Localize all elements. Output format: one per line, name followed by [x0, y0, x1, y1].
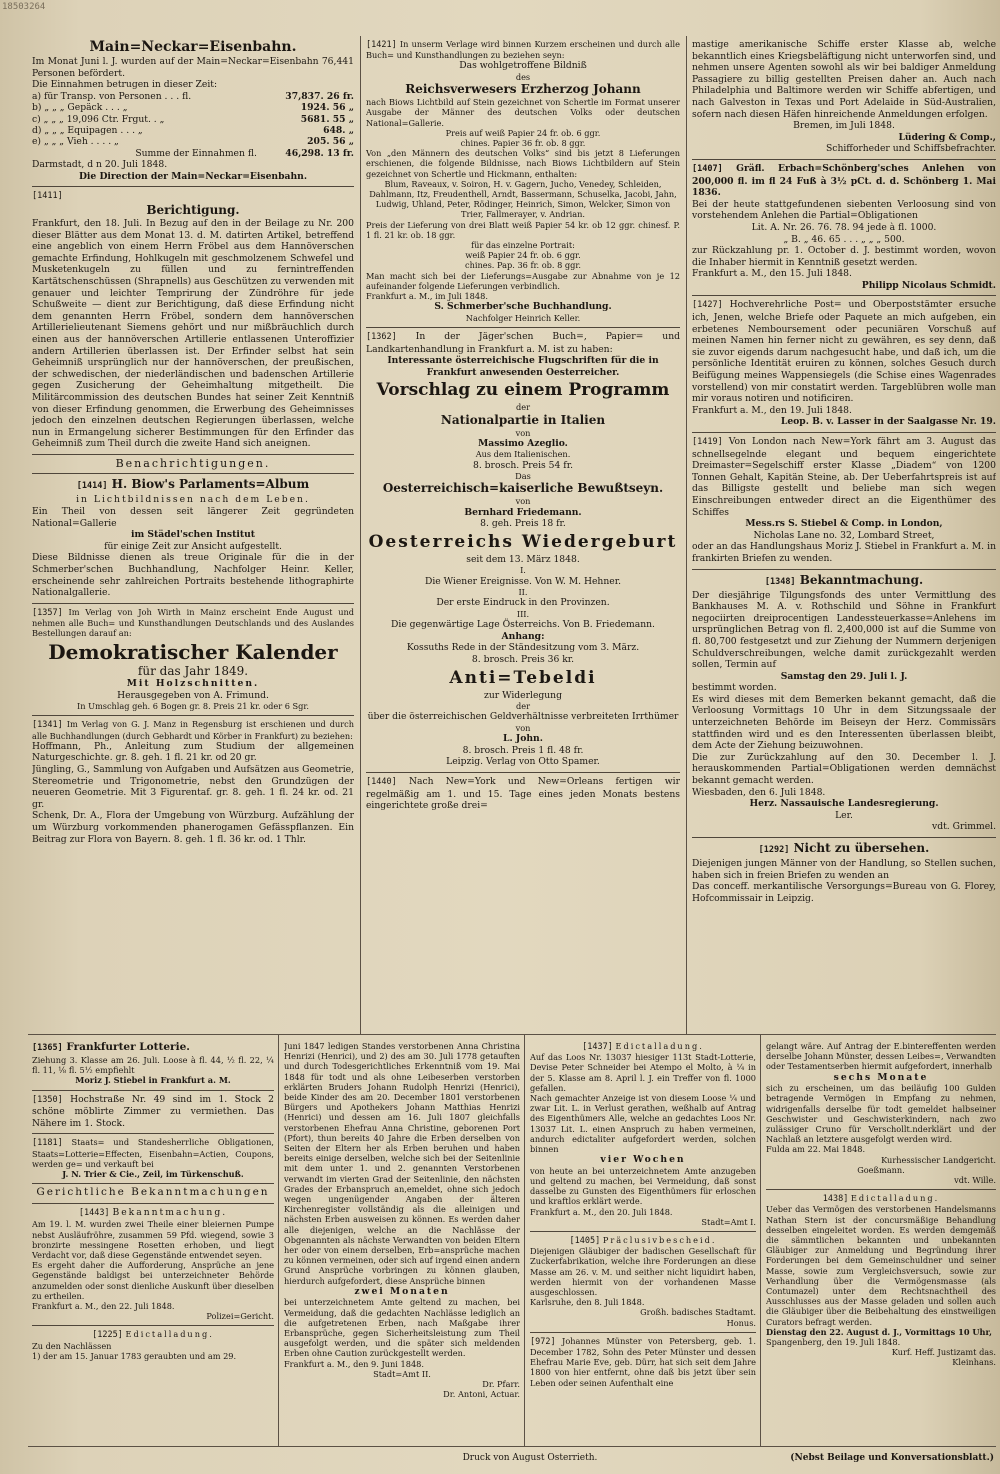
- ad-text: Von „den Männern des deutschen Volks“ sind bis jetzt 8 Lieferungen erschienen, die folgende Bildnisse, nach Biows Lichtbildern auf Stein gezeichnet von Schertle und Hickmann, enthalten:: [366, 148, 680, 179]
- column-rule: [278, 1034, 279, 1446]
- ad-head: Interessante österreichische Flugschriften für die in Frankfurt anwesenden Oesterreicher.: [387, 355, 659, 378]
- ad-ref: [1181]: [32, 1138, 63, 1149]
- notice-1443: [32, 1204, 274, 1327]
- ad-note: Man macht sich bei der Lieferungs=Ausgabe zur Abnahme von je 12 aufeinander folgende Lieferungen verbindlich.: [366, 270, 680, 291]
- ad-title: Gräfl. Erbach=Schönberg'sches Anlehen von 200,000 fl. im fl 24 Fuß à 3½ pCt. d. d. Schönberg 1. Mai 1836.: [692, 162, 996, 199]
- book-entry: Schenk, Dr. A., Flora der Umgebung von Würzburg. Aufzählung der um Würzburg vorkommenden phanerogamen Gefässpflanzen. Ein Beitrag zur Flora von Bayern. 8. geh. 1 fl. 36 kr. od. 1 Thlr.: [32, 810, 354, 845]
- notice-place: Frankfurt a. M., den 19. Juli 1848.: [692, 404, 852, 416]
- row-label: c) „ „ „ 19,096 Ctr. Frgut. . „: [32, 113, 165, 125]
- ad-text: zur Rückzahlung pr. 1. October d. J. bestimmt worden, wovon die Inhaber hiermit in Kenntniß gesetzt werden.: [692, 245, 996, 268]
- row-value: 1924. 56 „: [300, 102, 354, 114]
- notice-text: Zu den Nachlässen: [32, 1340, 112, 1351]
- book-title: Nationalpartie in Italien: [440, 412, 606, 427]
- erbach-ad: [692, 160, 996, 297]
- ad-ref: [1443]: [78, 1207, 110, 1218]
- notice-title: Präclusivbescheid.: [602, 1235, 717, 1246]
- ad-ref: [1225]: [92, 1330, 123, 1341]
- rail-subhead: Die Einnahmen betrugen in dieser Zeit:: [32, 79, 218, 91]
- ad-text: für einige Zeit zur Ansicht aufgestellt.: [104, 540, 282, 552]
- ad-ref: [1411]: [32, 191, 63, 202]
- notice-title: Bekanntmachung.: [112, 1206, 228, 1218]
- table-row: [32, 91, 354, 102]
- bottom-column-4: [766, 1038, 996, 1444]
- bottom-column-3: [530, 1038, 756, 1444]
- trier-ad: [32, 1134, 274, 1184]
- ad-intro: Im Verlag von G. J. Manz in Regensburg ist erschienen und durch alle Buchhandlungen (durch Gebhardt und Körber in Frankfurt) zu beziehen:: [32, 719, 354, 741]
- ad-signature: Philipp Nicolaus Schmidt.: [861, 279, 996, 291]
- row-value: 5681. 55 „: [300, 113, 354, 125]
- notice-title: Edictalladung.: [850, 1193, 940, 1204]
- notice-signature: vdt. Grimmel.: [932, 821, 996, 833]
- table-row: [32, 102, 354, 113]
- book-title: Oesterreichs Wiedergeburt: [368, 531, 678, 552]
- book-title: der: [515, 402, 530, 413]
- chapter-num: II.: [518, 587, 528, 598]
- notice-signature: Kleinhans.: [952, 1357, 996, 1368]
- rail-place: Darmstadt, d n 20. Juli 1848.: [32, 159, 168, 171]
- bekanntmachung-notice: [692, 570, 996, 838]
- notice-place: Karlsruhe, den 8. Juli 1848.: [530, 1297, 645, 1308]
- jaeger-ad: [366, 328, 680, 773]
- ad-address: Nicholas Lane no. 32, Lombard Street,: [753, 529, 935, 541]
- ad-text: mastige amerikanische Schiffe erster Klasse ab, welche bekanntlich eines Kriegsbeläftigung nicht unterworfen sind, und nehmen unsere Agenten sowohl als wir bei baldiger Anmeldung Passagiere zu billig gestellten Preisen daher an. Auch nach Philadelphia und Baltimore werden wir Schiffe abfertigen, und nach Galveston in Texas und Port Adelaide in Süd-Australien, sofern nach diesen Häfen hinreichende Anmeldungen erfolgen.: [692, 39, 996, 120]
- ad-signature: Moriz J. Stiebel in Frankfurt a. M.: [75, 1075, 231, 1086]
- table-row: [32, 136, 354, 147]
- ship-ad-continued: [692, 36, 996, 160]
- gerichtliche-heading: Gerichtliche Bekanntmachungen: [36, 1186, 270, 1199]
- notice-text: bei unterzeichnetem Amte geltend zu machen, bei Vermeidung, daß die gedachten Nachlässe lediglich an die aufgetretenen Erben, nach Maßgabe ihrer Erbansprüche, gegen Sicherheitsleistung zum Theil ausgefolgt werden, und die später sich meldenden Erben ohne Caution zurückgestellt werden.: [284, 1297, 520, 1359]
- ad-place: Bremen, im Juli 1848.: [793, 120, 895, 132]
- book-subtitle: der: [515, 701, 530, 712]
- book-author: Massimo Azeglio.: [478, 437, 568, 449]
- ad-editor: Herausgegeben von A. Frimund.: [117, 689, 269, 701]
- book-author: Bernhard Friedemann.: [464, 506, 582, 518]
- price-line: chines. Pap. 36 fr. ob. 8 ggr.: [464, 260, 582, 271]
- notice-signature: Ler.: [835, 809, 853, 821]
- rail-title: Main=Neckar=Eisenbahn.: [89, 39, 297, 55]
- notice-text: Juni 1847 ledigen Standes verstorbenen Anna Christina Henrizi (Henrici), und 2) des am 30. Juli 1778 getauften und durch Todesgerichtliches Erkenntniß vom 19. Mai 1848 für todt und als ohne Leibeserben verstorben erklärten Bruders Johann Rudolph Henrizi (Henrici), beide Kinder des am 20. December 1801 verstorbenen Bürgers und Apothekers Johann Matthias Henrizi (Henrici) und dessen am 16. Juli 1807 gleichfalls verstorbenen Ehefrau Anna Christine, geborenen Port (Pfort), thun bereits 40 Jahre die Erben derselben von Seiten der Eltern her als Erben beruhen und haben bereits einige derselben, welche sich bei der Seitenlinie mit dem unter 1. und 2. genannten Verstorbenen verwandt im vierten Grad der Seitenlinie, den nächsten Grades der Erbanspruch an,emeldet, ohne sich jedoch wegen ungenügender Angaben der älteren Kirchenregister vollständig als die alleinigen und nächsten Erben ausweisen zu können. Es werden daher alle diejenigen, welche an die Nachlässe der Obgenannten als nächste Verwandten von beiden Eltern her oder von einem derselben, Erb=ansprüche machen zu können vermeinen, oder sich auf irgend einen andern Grund Ansprüche vorbringen zu können glauben, hierdurch aufgefordert, diese Ansprüche binnen: [284, 1041, 520, 1286]
- ad-signature: Mess.rs S. Stiebel & Comp. in London,: [745, 518, 943, 530]
- ad-title: Demokratischer Kalender: [48, 640, 338, 665]
- notice-text: Es wird dieses mit dem Bemerken bekannt gemacht, daß die Verloosung Vormittags 10 Uhr in dem Sitzungssaale der unterzeichneten Behörde im Beiseyn der Herz. Commissärs stattfinden wird und es den Interessenten überlassen bleibt, dem Acte der Ziehung beizuwohnen.: [692, 693, 996, 752]
- notice-period: vier Wochen: [600, 1154, 686, 1166]
- notice-1437: [530, 1038, 756, 1232]
- ad-subtitle: in Lichtbildnissen nach dem Leben.: [76, 494, 310, 506]
- table-total-row: [32, 148, 354, 159]
- column-rule: [360, 36, 361, 1034]
- ad-text: oder an das Handlungshaus Moriz J. Stiebel in Frankfurt a. M. in frankirten Briefen zu wenden.: [692, 541, 996, 564]
- notice-place: Frankfurt a. M., den 9. Juni 1848.: [284, 1358, 424, 1369]
- ad-ref: 1438]: [822, 1194, 849, 1205]
- notice-place: Wiesbaden, den 6. Juli 1848.: [692, 786, 826, 798]
- notice-place: Spangenberg, den 19. Juli 1848.: [766, 1337, 901, 1348]
- nicht-ad: [692, 838, 996, 908]
- chapter-num: III.: [516, 609, 530, 620]
- ad-signature: J. N. Trier & Cie., Zeil, im Türkenschuß.: [62, 1169, 244, 1179]
- ad-place: Frankfurt a. M., den 15. Juli 1848.: [692, 268, 852, 280]
- ad-intro: Im Verlag von Joh Wirth in Mainz erscheint Ende August und nehmen alle Buch= und Kunsthandlungen Deutschlands und des Auslandes Bestellungen darauf an:: [32, 606, 354, 639]
- notice-signature: Leop. B. v. Lasser in der Saalgasse Nr. 19.: [780, 416, 996, 428]
- section-heading: [32, 455, 354, 475]
- ad-ref: [1421]: [366, 40, 397, 50]
- section-rule: [28, 1034, 996, 1035]
- rail-signature: Die Direction der Main=Neckar=Eisenbahn.: [78, 170, 308, 182]
- ad-ref: [1407]: [692, 163, 723, 174]
- row-label: e) „ „ „ Vieh . . . . „: [32, 136, 119, 148]
- notice-signature: Herz. Nassauische Landesregierung.: [749, 798, 939, 810]
- book-das: Das: [515, 471, 531, 482]
- notice-text: Johannes Münster von Petersberg, geb. 1. December 1782, Sohn des Peter Münster und dessen Ehefrau Marie Eve, geb. Dürr, hat sich seit dem Jahre 1800 von hier entfernt, ohne daß bis jetzt über sein Leben oder seinen Aufenthalt eine: [530, 1335, 756, 1388]
- row-value: 37,837. 26 fr.: [285, 90, 354, 102]
- price-line: Preis der Lieferung von drei Blatt weiß Papier 54 kr. ob 12 ggr. chinesf. P. 1 fl. 21 kr. ob. 18 ggr.: [366, 219, 680, 240]
- notice-period: sechs Monate: [833, 1071, 929, 1083]
- notice-signature: Stadt=Amt I.: [701, 1216, 756, 1227]
- notice-text: Frankfurt, den 18. Juli. In Bezug auf den in der Beilage zu Nr. 200 dieser Blätter aus dem Monat 13. d. M. datirten Artikel, betreffend eine angeblich von einem Herrn Fröbel aus dem Hannöverschen gemachte Erfindung, Hohlkugeln mit geschmolzenem Schwefel und Musketenkugeln zu füllen und zu fernintreffenden Kartätschenschüssen (Shrapnells) aus Geschützen zu verwenden mit genauer und leichter Temprirung der Zündröhre für jede Schußweite — dient zur Berichtigung, daß diese Erfindung nicht dem genannten Herrn Fröbel, sondern dem hannöverschen Artillerielieutenant Siemens gehört und nur mißbräuchlich durch einen aus der hannöverschen Artillerie entlassenen Unteroffizier andern Artillerien überlassen ist. Der Erfinder selbst hat sein Geheimniß ursprünglich nur der hannöverschen, der preußischen, der schwedischen, der niederländischen und badenschen Artillerie gegen Zusicherung der Geheimhaltung mitgetheilt. Die Militärcommission des deutschen Bundes hat seiner Zeit Kenntniß von dieser Erfindung genommen, die Erwerbung des Geheimnisses jedoch den einzelnen deutschen Regierungen überlassen, welche nun in Ermangelung sicherer Bestimmungen für den Erfinder das Geheimniß zum Theil durch die zweite Hand sich aneignen.: [32, 218, 354, 450]
- ad-signature: S. Schmerber'sche Buchhandlung.: [434, 301, 612, 313]
- row-value: 205. 56 „: [307, 136, 354, 148]
- notice-text: Diejenigen Gläubiger der badischen Gesellschaft für Zuckerfabrikation, welche ihre Forderungen an diese Masse am 26. v. M. und seither nicht liquidirt haben, werden hiermit von der vorhandenen Masse ausgeschlossen.: [530, 1246, 756, 1298]
- ad-ref: [1414]: [76, 481, 108, 492]
- ad-ref: [1365]: [32, 1043, 63, 1053]
- notice-1438: [766, 1190, 996, 1371]
- column-1: [32, 36, 354, 1032]
- notice-text: Am 19. l. M. wurden zwei Theile einer bleiernen Pumpe nebst Ausläufröhre, zusammen 59 Pfd. wiegend, sowie 3 bronzirte messingene Rosetten erhoben, und liegt Verdacht vor, daß diese Gegenstände entwendet seyen.: [32, 1219, 274, 1260]
- benachrichtigungen-heading: Benachrichtigungen.: [115, 456, 271, 470]
- ad-title: H. Biow's Parlaments=Album: [111, 477, 310, 492]
- chapter: Der erste Eindruck in den Provinzen.: [436, 597, 610, 609]
- ad-title: Nicht zu übersehen.: [793, 841, 930, 855]
- ny-ad: [366, 773, 680, 816]
- notice-signature: Goeßmann.: [857, 1164, 905, 1175]
- book-title: Vorschlag zu einem Programm: [376, 380, 670, 401]
- notice-place: Fulda am 22. Mai 1848.: [766, 1144, 866, 1155]
- row-value: 648. „: [323, 125, 354, 136]
- notice-text: 1) der am 15. Januar 1783 geraubten und am 29.: [32, 1350, 237, 1361]
- ad-text: Hochstraße Nr. 49 sind im 1. Stock 2 schöne möblirte Zimmer zu vermiethen. Das Nähere im 1. Stock.: [32, 1093, 274, 1129]
- total-value: 46,298. 13 fr.: [285, 147, 354, 159]
- notice-date: Dienstag den 22. August d. J., Vormittags 10 Uhr,: [766, 1326, 993, 1337]
- column-rule: [760, 1034, 761, 1446]
- ad-title: Frankfurter Lotterie.: [66, 1041, 190, 1053]
- notice-text: gelangt wäre. Auf Antrag der E.bintereffenten werden derselbe Johann Münster, dessen Leibes=, Verwandten oder Testamentserben hiermit aufgefordert, innerhalb: [766, 1041, 996, 1072]
- price-line: Preis auf weiß Papier 24 fr. ob. 6 ggr.: [445, 127, 601, 138]
- ad-signature: Schifforheder und Schiffsbefrachter.: [826, 143, 996, 155]
- berichtigung-notice: [32, 187, 354, 454]
- book-von: von: [515, 722, 531, 733]
- lot-line: Lit. A. Nr. 26. 76. 78. 94 jede à fl. 1000.: [751, 221, 937, 233]
- rail-notice: [32, 36, 354, 187]
- book-price: 8. geh. Preis 18 fr.: [480, 518, 566, 530]
- notice-text: Ueber das Vermögen des verstorbenen Handelsmanns Nathan Stern ist der concursmäßige Behandlung desselben eingeleitet worden. Es werden demgemäß die sämmtlichen bekannten und unbekannten Gläubiger zur Anmeldung und Begründung ihrer Forderungen bei dem Gemeinschuldner und seiner Masse, sowie zum Vergleichsversuch, sowie zur Verhandlung über die Vermögensmasse (als Contumazel) unter dem Rechtsnachtheil des Ausschlusses aus der Masse geladen und sollen auch die Gläubiger über die Beibehaltung des einstweiligen Curators befragt werden.: [766, 1204, 996, 1327]
- notice-text: sich zu erscheinen, um das beiläufig 100 Gulden betragende Vermögen in Empfang zu nehmen, widrigenfalls derselbe für todt gemeldet halbseiner Geschwister und Geschwisterkindern, nach zwo zulässiger Cruno für Verschollt.nderklärt und der Nachlaß an letztere ausgefolgt werden wird.: [766, 1083, 996, 1145]
- notice-signature: Kurhessischer Landgericht.: [881, 1154, 996, 1165]
- ad-ref: [1405]: [569, 1236, 601, 1247]
- publisher-line: Leipzig. Verlag von Otto Spamer.: [446, 756, 600, 768]
- ad-ref: [1419]: [692, 437, 723, 447]
- ad-text: Ein Theil von dessen seit längerer Zeit gegründeten National=Gallerie: [32, 506, 354, 529]
- ad-ref: [1350]: [32, 1094, 63, 1105]
- ad-text: Staats= und Standesherrliche Obligationen, Staats=Lotterie=Effecten, Eisenbahn=Actien, Coupons, werden ge= und verkauft bei: [32, 1137, 274, 1169]
- ad-intro: In unserm Verlage wird binnen Kurzem erscheinen und durch alle Buch= und Kunsthandlungen zu beziehen seyn:: [366, 39, 680, 61]
- book-von: von: [515, 496, 531, 507]
- bottom-column-2: [284, 1038, 520, 1444]
- book-price: 8. brosch. Preis 36 kr.: [471, 654, 575, 665]
- notice-signature: Kurf. Heff. Justizamt das.: [891, 1347, 996, 1358]
- book-von: von: [515, 427, 531, 438]
- notice-text: Auf das Loos Nr. 13037 hiesiger 113t Stadt-Lotterie, Devise Peter Schneider bei Atempo el Molto, à ¼ in der 5. Klasse am 8. April l. J. ein Treffer von fl. 1000 gefallen.: [530, 1052, 756, 1093]
- ad-year: für das Jahr 1849.: [137, 664, 249, 679]
- ad-ref: [1357]: [32, 607, 63, 618]
- rail-intro: Im Monat Juni l. J. wurden auf der Main=Neckar=Eisenbahn 76,441 Personen befördert.: [32, 56, 354, 79]
- notice-1405: [530, 1232, 756, 1333]
- kalender-ad: [32, 604, 354, 717]
- lot-line: „ B. „ 46. 65 . . . „ „ „ 500.: [783, 233, 905, 245]
- price-line: chines. Papier 36 fr. ob. 8 ggr.: [460, 138, 586, 149]
- appendix-label: Anhang:: [501, 630, 545, 642]
- chapter: Die Wiener Ereignisse. Von W. M. Hehner.: [424, 575, 621, 587]
- price-line: weiß Papier 24 fr. ob. 6 ggr.: [465, 250, 581, 261]
- bildniss-ad: [366, 36, 680, 328]
- notice-title: Edictalladung.: [615, 1041, 704, 1051]
- column-2: [366, 36, 680, 1032]
- book-price: 8. brosch. Preis 54 fr.: [472, 459, 573, 471]
- notice-place: Frankfurt a. M., den 20. Juli 1848.: [530, 1206, 673, 1217]
- ad-signature: Das conceff. merkantilische Versorgungs=Bureau von G. Florey, Hofcommissair in Leipzig.: [692, 881, 996, 904]
- row-label: b) „ „ „ Gepäck . . . „: [32, 102, 128, 114]
- notice-text: Hochverehrliche Post= und Oberpoststämter ersuche ich, Jenen, welche Briefe oder Paquete an mich aufgeben, ein erbetenes Nemboursement oder pecuniären Vorschuß auf meinen Namen hin ferner nicht zu gewähren, es sey denn, daß sie zuvor eigends darum nachgesucht habe, und daß ich, um die persönliche Identität eruiren zu können, solches Gesuch durch Beifügung meines Wappensiegels (die Schise eines Wagenrades vorstellend) von mir constatirt werden. Targeblübren wolle man mir voraus notiren und notificiren.: [692, 299, 996, 405]
- beilage-note: (Nebst Beilage und Konversationsblatt.): [790, 1453, 994, 1463]
- ad-signature: Nachfolger Heinrich Keller.: [465, 312, 581, 323]
- notice-signature: Dr. Pfarr.: [482, 1379, 520, 1390]
- notice-text: Es ergeht daher die Aufforderung, Ansprüche an jene Gegenstände baldigst bei unterzeichneter Behörde anzumelden oder sonst dienliche Auskunft über dieselben zu ertheilen.: [32, 1260, 274, 1301]
- notice-signature: Großh. badisches Stadtamt.: [640, 1307, 756, 1318]
- ad-sub: Das wohlgetroffene Bildniß: [459, 60, 587, 72]
- book-title: Oesterreichisch=kaiserliche Bewußtseyn.: [382, 481, 664, 496]
- post-notice: [692, 296, 996, 433]
- scan-serial: 18503264: [2, 2, 46, 12]
- lotterie-ad: [32, 1038, 274, 1091]
- printer-line: Druck von August Osterrieth.: [462, 1453, 598, 1463]
- book-title: Anti=Tebeldi: [449, 667, 597, 688]
- name-list: Blum, Raveaux, v. Soiron, H. v. Gagern, Jucho, Venedey, Schleiden, Dahlmann, Itz, Freudenthell, Arndt, Bassermann, Schuselka, Jacobi, Jahn, Ludwig, Uhland, Peter, Rödinger, Heinrich, Simon, Welcker, Simon von Trier, Fallmerayer, v. Andrian.: [369, 178, 677, 220]
- biow-ad: [32, 474, 354, 603]
- section-heading: [32, 1184, 274, 1204]
- rail-income-table: [32, 91, 354, 159]
- ad-text: Bei der heute stattgefundenen siebenten Verloosung sind von vorstehendem Anlehen die Partial=Obligationen: [692, 198, 996, 222]
- notice-signature: Honus.: [726, 1317, 756, 1328]
- notice-date: Samstag den 29. Juli l. J.: [780, 670, 908, 682]
- ad-price: In Umschlag geh. 6 Bogen gr. 8. Preis 21 kr. oder 6 Sgr.: [76, 701, 310, 712]
- ad-text: Diejenigen jungen Männer von der Handlung, so Stellen suchen, haben sich in freien Briefen zu wenden an: [692, 858, 996, 881]
- ad-title: Reichsverwesers Erzherzog Johann: [405, 82, 641, 97]
- london-ad: [692, 433, 996, 570]
- notice-text: Der diesjährige Tilgungsfonds des unter Vermittlung des Bankhauses M. A. v. Rothschild und Söhne in Frankfurt negociirten dreiprocentigen Landessteuerkasse=Anlehens im ursprünglichen Betrag von fl. 2,400,000 ist auf die Summe von fl. 80,700 festgesetzt und zur Ziehung der Nummern derjenigen Schuldverschreibungen, welche damit zurückgezahlt werden sollen, Termin auf: [692, 589, 996, 671]
- ad-ref: [1341]: [32, 720, 63, 731]
- ad-ref: [972]: [530, 1336, 556, 1347]
- row-label: d) „ „ „ Equipagen . . . „: [32, 125, 143, 136]
- ad-signature: Lüdering & Comp.,: [898, 131, 996, 143]
- ad-intro: In der Jäger'schen Buch=, Papier= und Landkartenhandlung in Frankfurt a. M. ist zu haben:: [366, 331, 680, 355]
- manz-ad: [32, 716, 354, 849]
- book-author: L. John.: [503, 733, 543, 745]
- ad-desc: nach Biows Lichtbild auf Stein gezeichnet von Schertle im Format unserer Ausgabe der Männer des deutschen Volks oder deutschen National=Gallerie.: [366, 97, 680, 128]
- ad-institute: im Städel'schen Institut: [130, 529, 256, 541]
- ad-ref: [1292]: [758, 845, 790, 855]
- column-rule: [686, 36, 687, 1034]
- notice-place: Frankfurt a. M., den 22. Juli 1848.: [32, 1301, 175, 1312]
- column-rule: [524, 1034, 525, 1446]
- ad-ref: [1440]: [366, 776, 397, 787]
- book-entry: Jüngling, G., Sammlung von Aufgaben und Aufsätzen aus Geometrie, Stereometrie und Trigonometrie, nebst den Grundzügen der neueren Geometrie. Mit 3 Figurentaf. gr. 8. geh. 1 fl. 24 kr. od. 21 gr.: [32, 764, 354, 810]
- notice-1225: [32, 1326, 274, 1365]
- row-label: a) für Transp. von Personen . . . fl.: [32, 90, 192, 102]
- ad-text: Ziehung 3. Klasse am 26. Juli. Loose à fl. 44, ½ fl. 22, ¼ fl. 11, ⅛ fl. 5½ empfiehlt: [32, 1055, 274, 1076]
- notice-text: bestimmt worden.: [692, 682, 777, 694]
- book-entry: Hoffmann, Ph., Anleitung zum Studium der allgemeinen Naturgeschichte. gr. 8. geh. 1 fl. 21 kr. od 20 gr.: [32, 740, 354, 764]
- section-rule: [28, 1446, 996, 1447]
- chapter-num: I.: [520, 565, 526, 576]
- notice-period: zwei Monaten: [354, 1285, 450, 1297]
- book-subtitle: über die österreichischen Geldverhältnisse verbreiteten Irrthümer: [367, 711, 679, 723]
- chapter: Kossuths Rede in der Ständesitzung vom 3. März.: [406, 642, 640, 654]
- ad-text: Nach New=York und New=Orleans fertigen wir regelmäßig am 1. und 15. Tage eines jeden Monats bestens eingerichtete große drei=: [366, 775, 680, 812]
- column-3: [692, 36, 996, 1032]
- notice-title: Bekanntmachung.: [799, 572, 924, 587]
- total-label: Summe der Einnahmen fl.: [135, 147, 257, 159]
- ad-des: des: [515, 72, 531, 82]
- notice-text: von heute an bei unterzeichnetem Amte anzugeben und geltend zu machen, bei Vermeidung, daß sonst dasselbe zu Gunsten des Eigenthümers für erloschen und kraftlos erklärt werde.: [530, 1165, 756, 1207]
- ad-ref: [1348]: [764, 576, 796, 587]
- hochstrasse-ad: [32, 1091, 274, 1135]
- ad-text: Von London nach New=York fährt am 3. August das schnellsegelnde elegant und bequem eingerichtete Dreimaster=Segelschiff erster Klasse „Diadem“ von 1200 Tonnen Gehalt, Kapitän Steine, ab. Der Ueberfahrtspreis ist auf das Billigste gestellt und beliebe man sich wegen Einschreibungen entweder direct an die Eigenthümer des Schiffes: [692, 436, 996, 518]
- muenster-notice-continued: [766, 1038, 996, 1190]
- ad-place: Frankfurt a. M., im Juli 1848.: [366, 291, 488, 302]
- book-note: Aus dem Italienischen.: [475, 449, 571, 460]
- notice-title: Edictalladung.: [125, 1329, 214, 1340]
- book-subtitle: seit dem 13. März 1848.: [466, 553, 580, 565]
- notice-signature: vdt. Wille.: [954, 1175, 996, 1186]
- notice-text: Nach gemachter Anzeige ist von diesem Loose ¼ und zwar Lit. L. in Verlust gerathen, weßhalb auf Antrag des Eigenthümers Alle, welche an gedachtes Loos Nr. 13037 Lit. L. einen Anspruch zu haben vermeinen, andurch edictaliter aufgefordert werden, solchen binnen: [530, 1093, 756, 1155]
- chapter: Die gegenwärtige Lage Österreichs. Von B. Friedemann.: [391, 619, 655, 631]
- ad-text: Diese Bildnisse dienen als treue Originale für die in der Schmerber'schen Buchhandlung, Nachfolger Heinr. Keller, erscheinende sehr zahlreichen Portraits bestehende lithographirte Nationalgallerie.: [32, 552, 354, 599]
- henrizi-notice: [284, 1038, 520, 1404]
- bottom-column-1: [32, 1038, 274, 1444]
- price-line: für das einzelne Portrait:: [471, 240, 575, 251]
- book-price: 8. brosch. Preis 1 fl. 48 fr.: [462, 744, 584, 756]
- notice-972: [530, 1333, 756, 1392]
- ad-ref: [1427]: [692, 300, 723, 311]
- notice-text: Die zur Zurückzahlung auf den 30. December l. J. herauskommenden Partial=Obligationen werden demnächst bekannt gemacht werden.: [692, 751, 996, 787]
- table-row: [32, 125, 354, 136]
- notice-signature: Stadt=Amt II.: [373, 1368, 431, 1379]
- notice-signature: Dr. Antoni, Actuar.: [443, 1389, 520, 1400]
- book-subtitle: zur Widerlegung: [484, 689, 562, 701]
- table-row: [32, 114, 354, 125]
- notice-signature: Polizei=Gericht.: [206, 1311, 274, 1322]
- ad-ref: [1362]: [366, 332, 397, 343]
- notice-title: Berichtigung.: [146, 203, 240, 217]
- ad-ref: [1437]: [582, 1042, 613, 1052]
- ad-mit: Mit Holzschnitten.: [126, 678, 260, 690]
